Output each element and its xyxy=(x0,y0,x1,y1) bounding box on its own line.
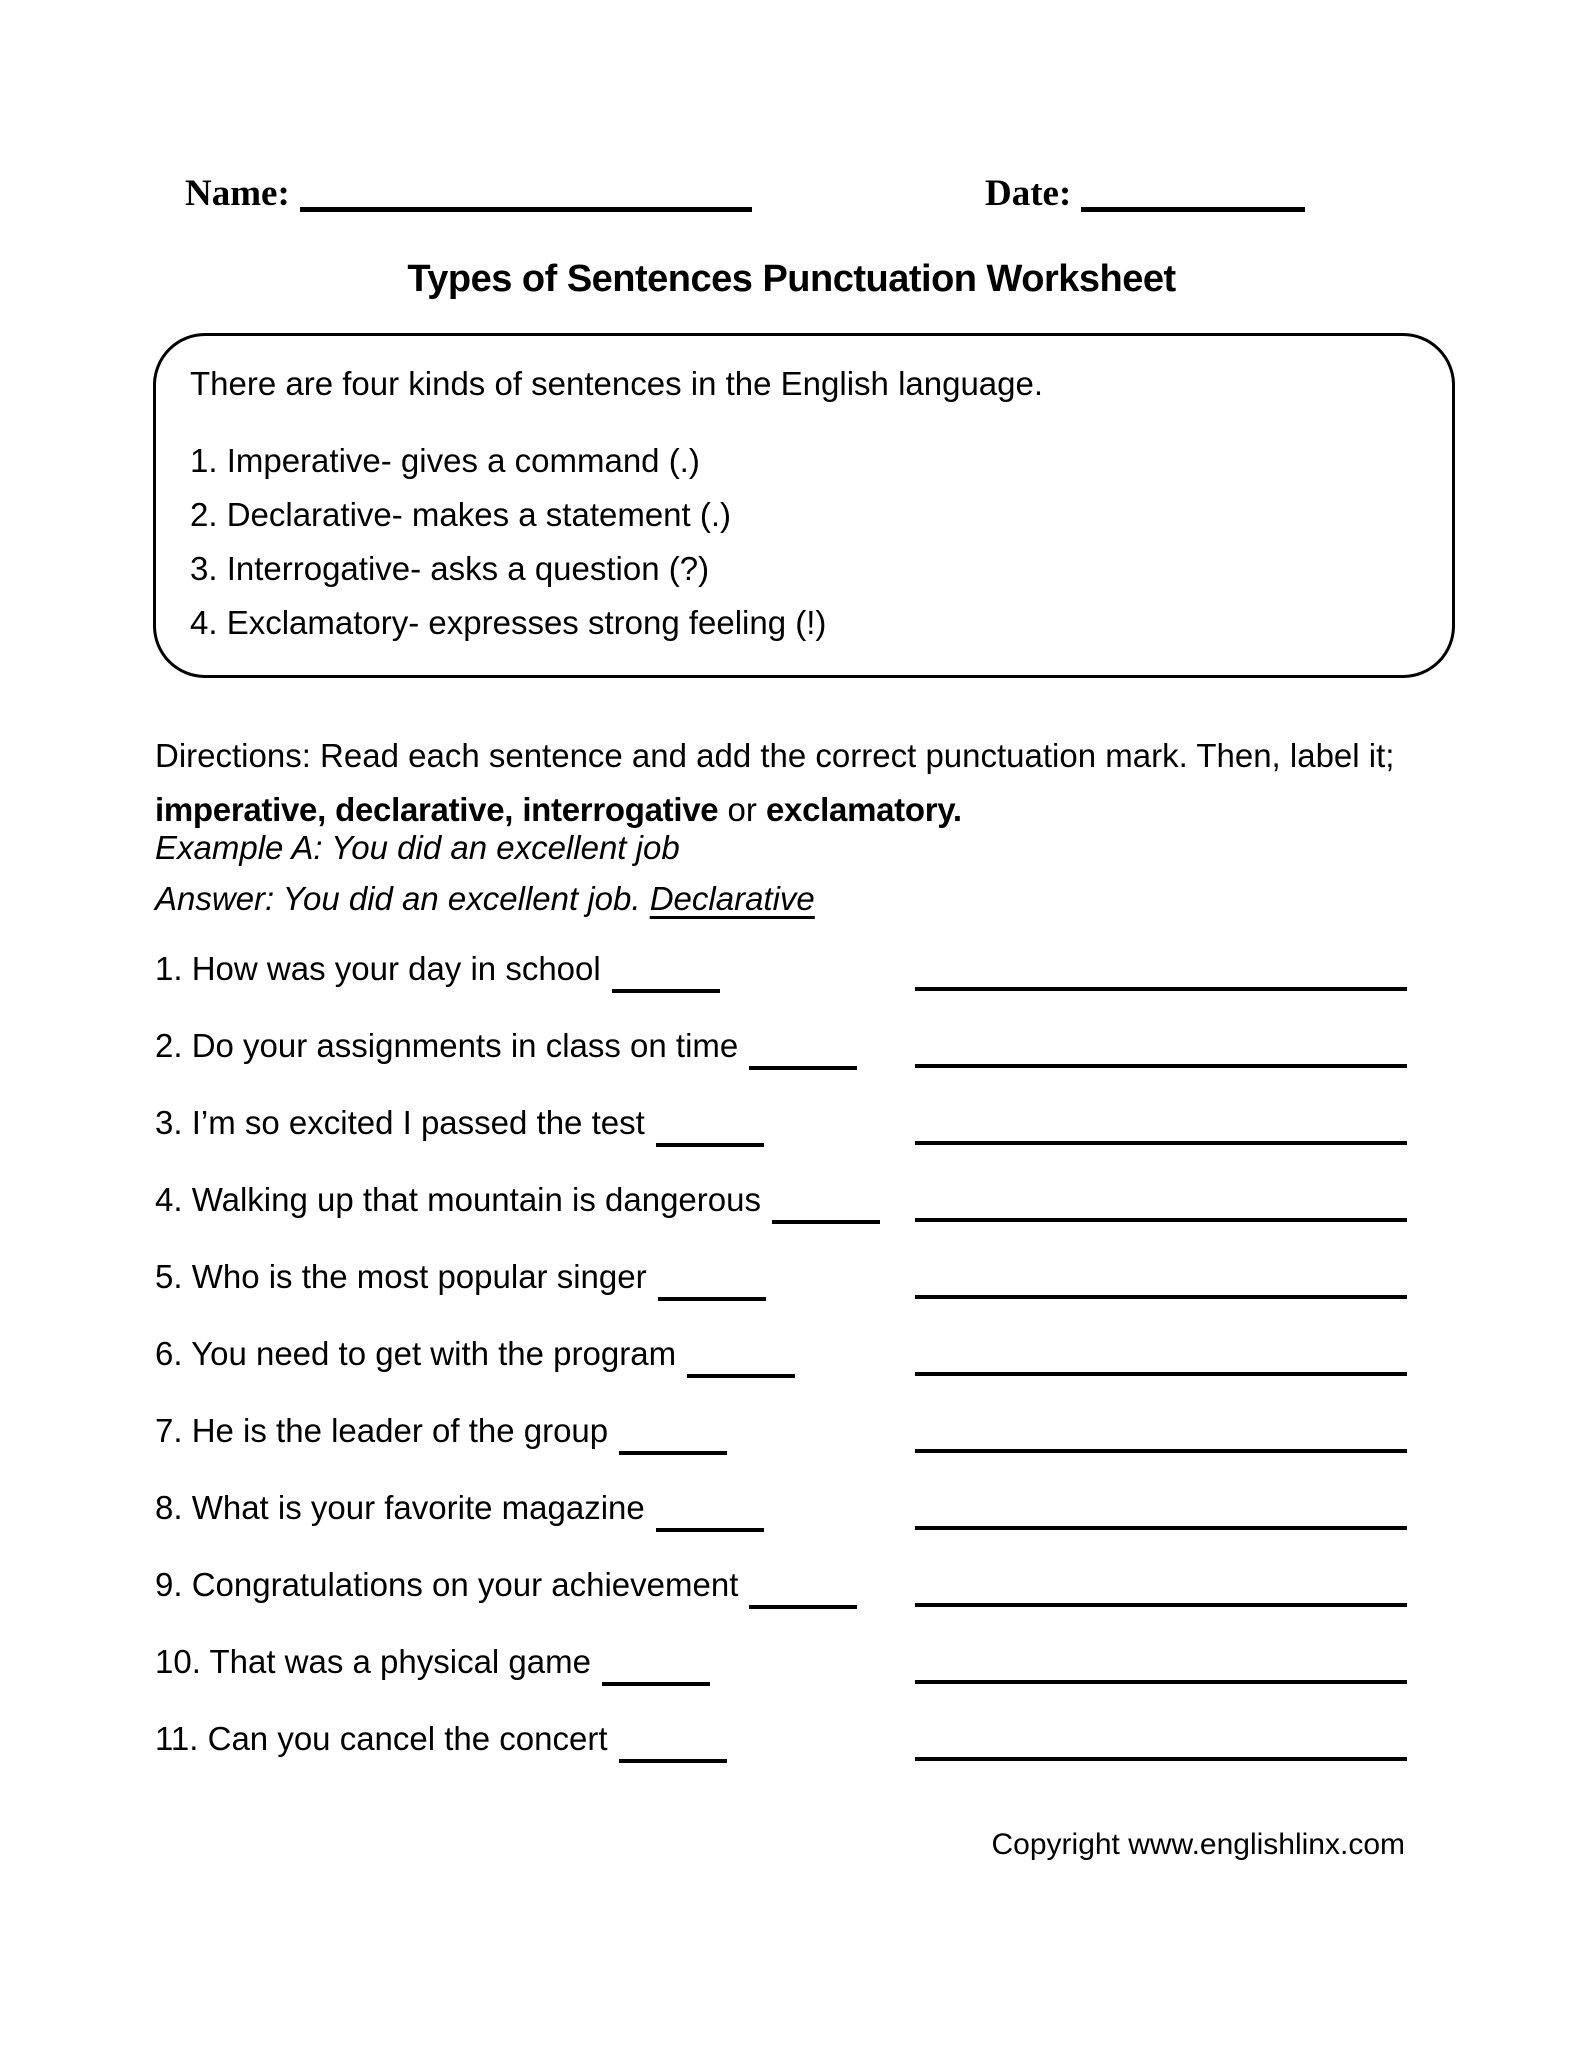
label-blank xyxy=(915,1603,1407,1607)
question-sentence: How was your day in school xyxy=(191,950,601,987)
label-blank xyxy=(915,1449,1407,1453)
question-number: 5. xyxy=(155,1258,183,1295)
info-item-imperative: 1. Imperative- gives a command (.) xyxy=(190,442,700,479)
date-field xyxy=(985,172,1305,215)
answer-prefix: Answer: You did an excellent job. xyxy=(155,880,650,917)
label-blank xyxy=(915,987,1407,991)
question-number: 7. xyxy=(155,1412,183,1449)
punctuation-blank xyxy=(772,1220,880,1224)
sentence-types-info-box xyxy=(153,333,1455,678)
question-row-6 xyxy=(155,1337,1407,1378)
question-text xyxy=(155,948,720,993)
info-item-interrogative: 3. Interrogative- asks a question (?) xyxy=(190,550,710,587)
date-blank-line xyxy=(1081,207,1305,212)
question-row-4 xyxy=(155,1183,1407,1224)
question-number: 8. xyxy=(155,1489,183,1526)
question-number: 3. xyxy=(155,1104,183,1141)
question-text xyxy=(155,1333,795,1378)
label-blank xyxy=(915,1218,1407,1222)
question-sentence: Do your assignments in class on time xyxy=(191,1027,739,1064)
or-word: or xyxy=(727,791,757,828)
question-row-9 xyxy=(155,1568,1407,1609)
question-number: 4. xyxy=(155,1181,183,1218)
label-blank xyxy=(915,1526,1407,1530)
question-sentence: What is your favorite magazine xyxy=(191,1489,645,1526)
question-number: 10. xyxy=(155,1643,201,1680)
question-text xyxy=(155,1718,727,1763)
example-block xyxy=(155,822,1435,924)
page-title: Types of Sentences Punctuation Worksheet xyxy=(407,258,1176,300)
example-line: Example A: You did an excellent job xyxy=(155,829,680,866)
label-blank xyxy=(915,1064,1407,1068)
question-sentence: That was a physical game xyxy=(209,1643,591,1680)
question-row-1 xyxy=(155,952,1407,993)
punctuation-blank xyxy=(602,1682,710,1686)
info-item-exclamatory: 4. Exclamatory- expresses strong feeling (!) xyxy=(190,604,827,641)
directions-prefix: Directions: Read each sentence and add the correct punctuation mark. Then, label it; xyxy=(155,737,1395,774)
term-interrogative: interrogative xyxy=(522,791,719,828)
name-label: Name: xyxy=(185,173,290,214)
question-sentence: I’m so excited I passed the test xyxy=(191,1104,645,1141)
punctuation-blank xyxy=(656,1528,764,1532)
question-sentence: Can you cancel the concert xyxy=(207,1720,608,1757)
question-text xyxy=(155,1256,766,1301)
question-text xyxy=(155,1179,880,1224)
info-items xyxy=(190,434,1432,650)
label-blank xyxy=(915,1372,1407,1376)
question-row-8 xyxy=(155,1491,1407,1532)
question-text xyxy=(155,1025,857,1070)
punctuation-blank xyxy=(656,1143,764,1147)
answer-label-underlined: Declarative xyxy=(649,880,815,917)
punctuation-blank xyxy=(749,1605,857,1609)
question-text xyxy=(155,1487,764,1532)
question-text xyxy=(155,1102,764,1147)
copyright-text: Copyright www.englishlinx.com xyxy=(991,1828,1405,1861)
term-exclamatory: exclamatory xyxy=(766,791,953,828)
term-imperative: imperative, xyxy=(155,791,326,828)
question-sentence: Walking up that mountain is dangerous xyxy=(191,1181,761,1218)
label-blank xyxy=(915,1680,1407,1684)
name-field xyxy=(185,173,752,214)
question-number: 1. xyxy=(155,950,183,987)
question-sentence: He is the leader of the group xyxy=(191,1412,609,1449)
question-row-10 xyxy=(155,1645,1407,1686)
punctuation-blank xyxy=(749,1066,857,1070)
question-text xyxy=(155,1410,727,1455)
label-blank xyxy=(915,1141,1407,1145)
term-declarative: declarative, xyxy=(335,791,514,828)
question-sentence: Congratulations on your achievement xyxy=(191,1566,739,1603)
label-blank xyxy=(915,1295,1407,1299)
name-blank-line xyxy=(300,207,752,212)
header xyxy=(185,172,1435,232)
question-number: 9. xyxy=(155,1566,183,1603)
punctuation-blank xyxy=(619,1759,727,1763)
punctuation-blank xyxy=(687,1374,795,1378)
question-row-7 xyxy=(155,1414,1407,1455)
info-intro: There are four kinds of sentences in the English language. xyxy=(190,365,1044,402)
question-number: 2. xyxy=(155,1027,183,1064)
question-text xyxy=(155,1564,857,1609)
question-row-5 xyxy=(155,1260,1407,1301)
question-row-2 xyxy=(155,1029,1407,1070)
punctuation-blank xyxy=(619,1451,727,1455)
questions-list xyxy=(155,952,1407,1799)
date-label: Date: xyxy=(985,173,1072,214)
question-row-11 xyxy=(155,1722,1407,1763)
question-sentence: You need to get with the program xyxy=(191,1335,677,1372)
question-text xyxy=(155,1641,710,1686)
question-row-3 xyxy=(155,1106,1407,1147)
question-number: 11. xyxy=(155,1720,199,1757)
info-item-declarative: 2. Declarative- makes a statement (.) xyxy=(190,496,732,533)
punctuation-blank xyxy=(612,989,720,993)
question-sentence: Who is the most popular singer xyxy=(191,1258,647,1295)
label-blank xyxy=(915,1757,1407,1761)
punctuation-blank xyxy=(658,1297,766,1301)
directions-text xyxy=(155,729,1435,837)
directions-suffix: . xyxy=(952,791,962,828)
question-number: 6. xyxy=(155,1335,183,1372)
example-answer-line xyxy=(155,873,1435,924)
